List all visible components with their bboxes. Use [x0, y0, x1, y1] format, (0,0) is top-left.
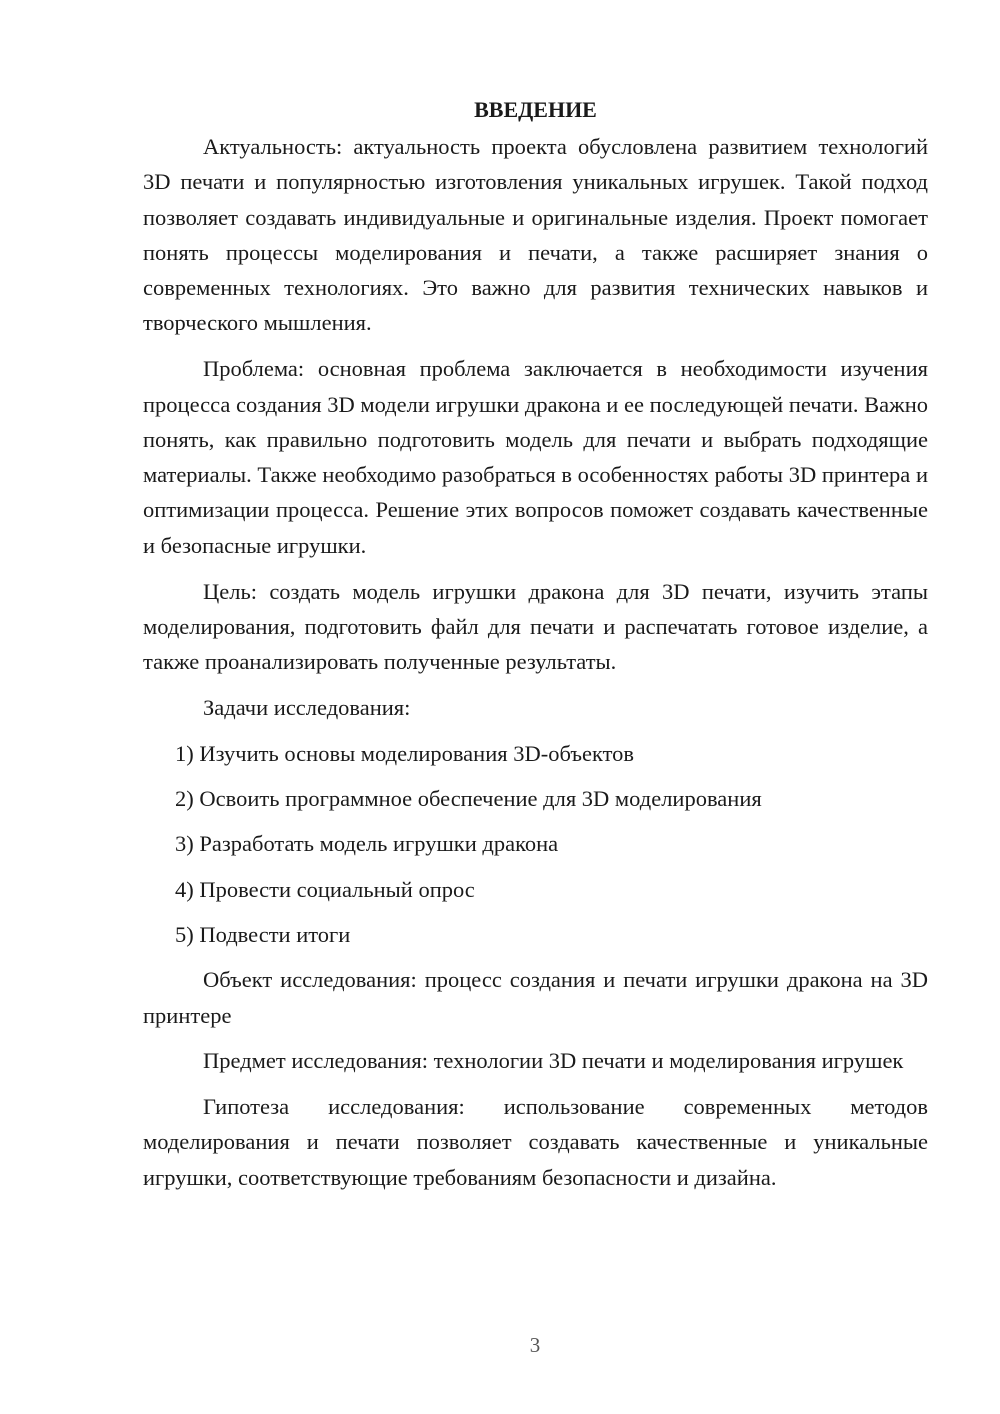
paragraph-problem: Проблема: основная проблема заключается в необходимости изучения процесса создания 3D модели игрушки дракона и ее последующей печати. Важно понять, как правильно подготовить модель для печати и выбрать подходящие материалы. Также необходимо разобраться в особенностях работы 3D принтера и оптимизации процесса. Решение этих вопросов поможет создавать качественные и безопасные игрушки.	[143, 356, 928, 558]
section-heading: ВВЕДЕНИЕ	[474, 97, 597, 122]
task-item-2: 2) Освоить программное обеспечение для 3D моделирования	[175, 786, 762, 812]
task-item-1: 1) Изучить основы моделирования 3D-объектов	[175, 740, 635, 766]
task-item-3: 3) Разработать модель игрушки дракона	[175, 831, 559, 857]
task-item-5: 5) Подвести итоги	[175, 921, 351, 947]
task-item-4: 4) Провести социальный опрос	[175, 876, 475, 902]
page-number: 3	[529, 1333, 541, 1357]
document-page	[143, 92, 928, 1206]
tasks-list	[143, 736, 928, 952]
paragraph-goal: Цель: создать модель игрушки дракона для 3D печати, изучить этапы моделирования, подготовить файл для печати и распечатать готовое изделие, а также проанализировать полученные результаты.	[143, 578, 928, 675]
paragraph-subject: Предмет исследования: технологии 3D печати и моделирования игрушек	[203, 1048, 904, 1074]
paragraph-object: Объект исследования: процесс создания и печати игрушки дракона на 3D принтере	[143, 967, 928, 1028]
tasks-title: Задачи исследования:	[203, 694, 411, 720]
paragraph-relevance: Актуальность: актуальность проекта обусловлена развитием технологий 3D печати и популярностью изготовления уникальных игрушек. Такой подход позволяет создавать индивидуальные и оригинальные изделия. Проект помогает понять процессы моделирования и печати, а также расширяет знания о современных технологиях. Это важно для развития технических навыков и творческого мышления.	[143, 134, 928, 336]
paragraph-hypothesis: Гипотеза исследования: использование современных методов моделирования и печати позволяет создавать качественные и уникальные игрушки, соответствующие требованиям безопасности и дизайна.	[143, 1094, 928, 1190]
